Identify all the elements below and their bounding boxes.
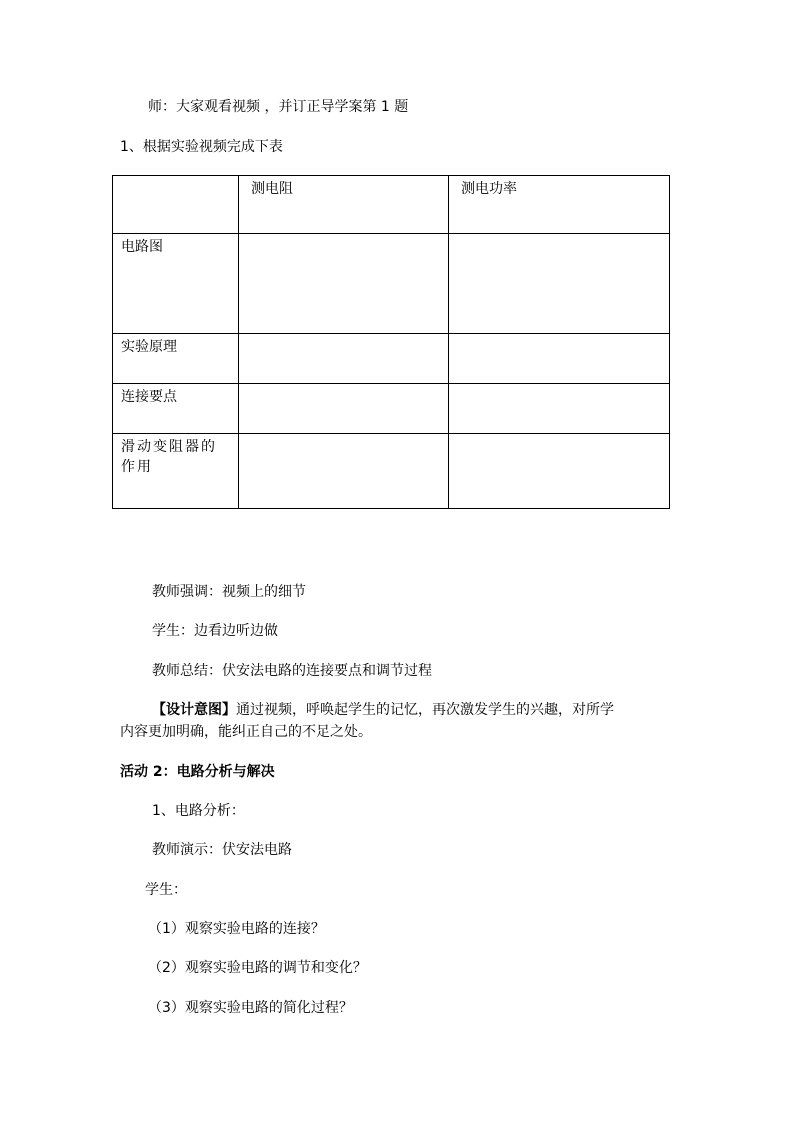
activity-title: 活动 2：电路分析与解决 xyxy=(120,764,275,780)
activity-sub-heading: 1、电路分析： xyxy=(152,803,245,819)
table-row xyxy=(113,434,670,509)
teacher-demo: 教师演示：伏安法电路 xyxy=(152,842,292,858)
table-header-row xyxy=(113,176,670,234)
row-label: 滑动变阻器的作用 xyxy=(113,434,239,509)
intro-line: 师：大家观看视频 ，并订正导学案第 1 题 xyxy=(148,99,409,115)
student-action: 学生：边看边听边做 xyxy=(152,623,278,639)
table-cell[interactable] xyxy=(449,334,670,384)
experiment-table xyxy=(112,175,670,509)
question-item: （1）观察实验电路的连接？ xyxy=(148,921,325,937)
question-item: （3）观察实验电路的简化过程？ xyxy=(148,1000,353,1016)
table-cell[interactable] xyxy=(449,234,670,334)
table-cell[interactable] xyxy=(239,384,449,434)
table-cell[interactable] xyxy=(449,434,670,509)
design-intent-text: 通过视频，呼唤起学生的记忆，再次激发学生的兴趣，对所学 xyxy=(236,702,614,718)
table-row xyxy=(113,334,670,384)
table-row xyxy=(113,234,670,334)
row-label: 连接要点 xyxy=(113,384,239,434)
design-intent-line-2: 内容更加明确，能纠正自己的不足之处。 xyxy=(120,724,372,740)
task-heading: 1、根据实验视频完成下表 xyxy=(120,139,283,155)
table-cell[interactable] xyxy=(239,334,449,384)
table-row xyxy=(113,384,670,434)
design-intent-label: 【设计意图】 xyxy=(152,702,236,718)
design-intent-line-1 xyxy=(152,700,614,720)
teacher-emphasis: 教师强调：视频上的细节 xyxy=(152,584,306,600)
row-label: 实验原理 xyxy=(113,334,239,384)
student-label: 学生： xyxy=(145,882,187,898)
table-cell[interactable] xyxy=(239,434,449,509)
table-cell[interactable] xyxy=(449,384,670,434)
table-cell[interactable] xyxy=(239,234,449,334)
row-label: 电路图 xyxy=(113,234,239,334)
table-header-cell: 测电阻 xyxy=(239,176,449,234)
question-item: （2）观察实验电路的调节和变化？ xyxy=(148,960,367,976)
table-header-cell xyxy=(113,176,239,234)
teacher-summary: 教师总结：伏安法电路的连接要点和调节过程 xyxy=(152,663,432,679)
table-header-cell: 测电功率 xyxy=(449,176,670,234)
